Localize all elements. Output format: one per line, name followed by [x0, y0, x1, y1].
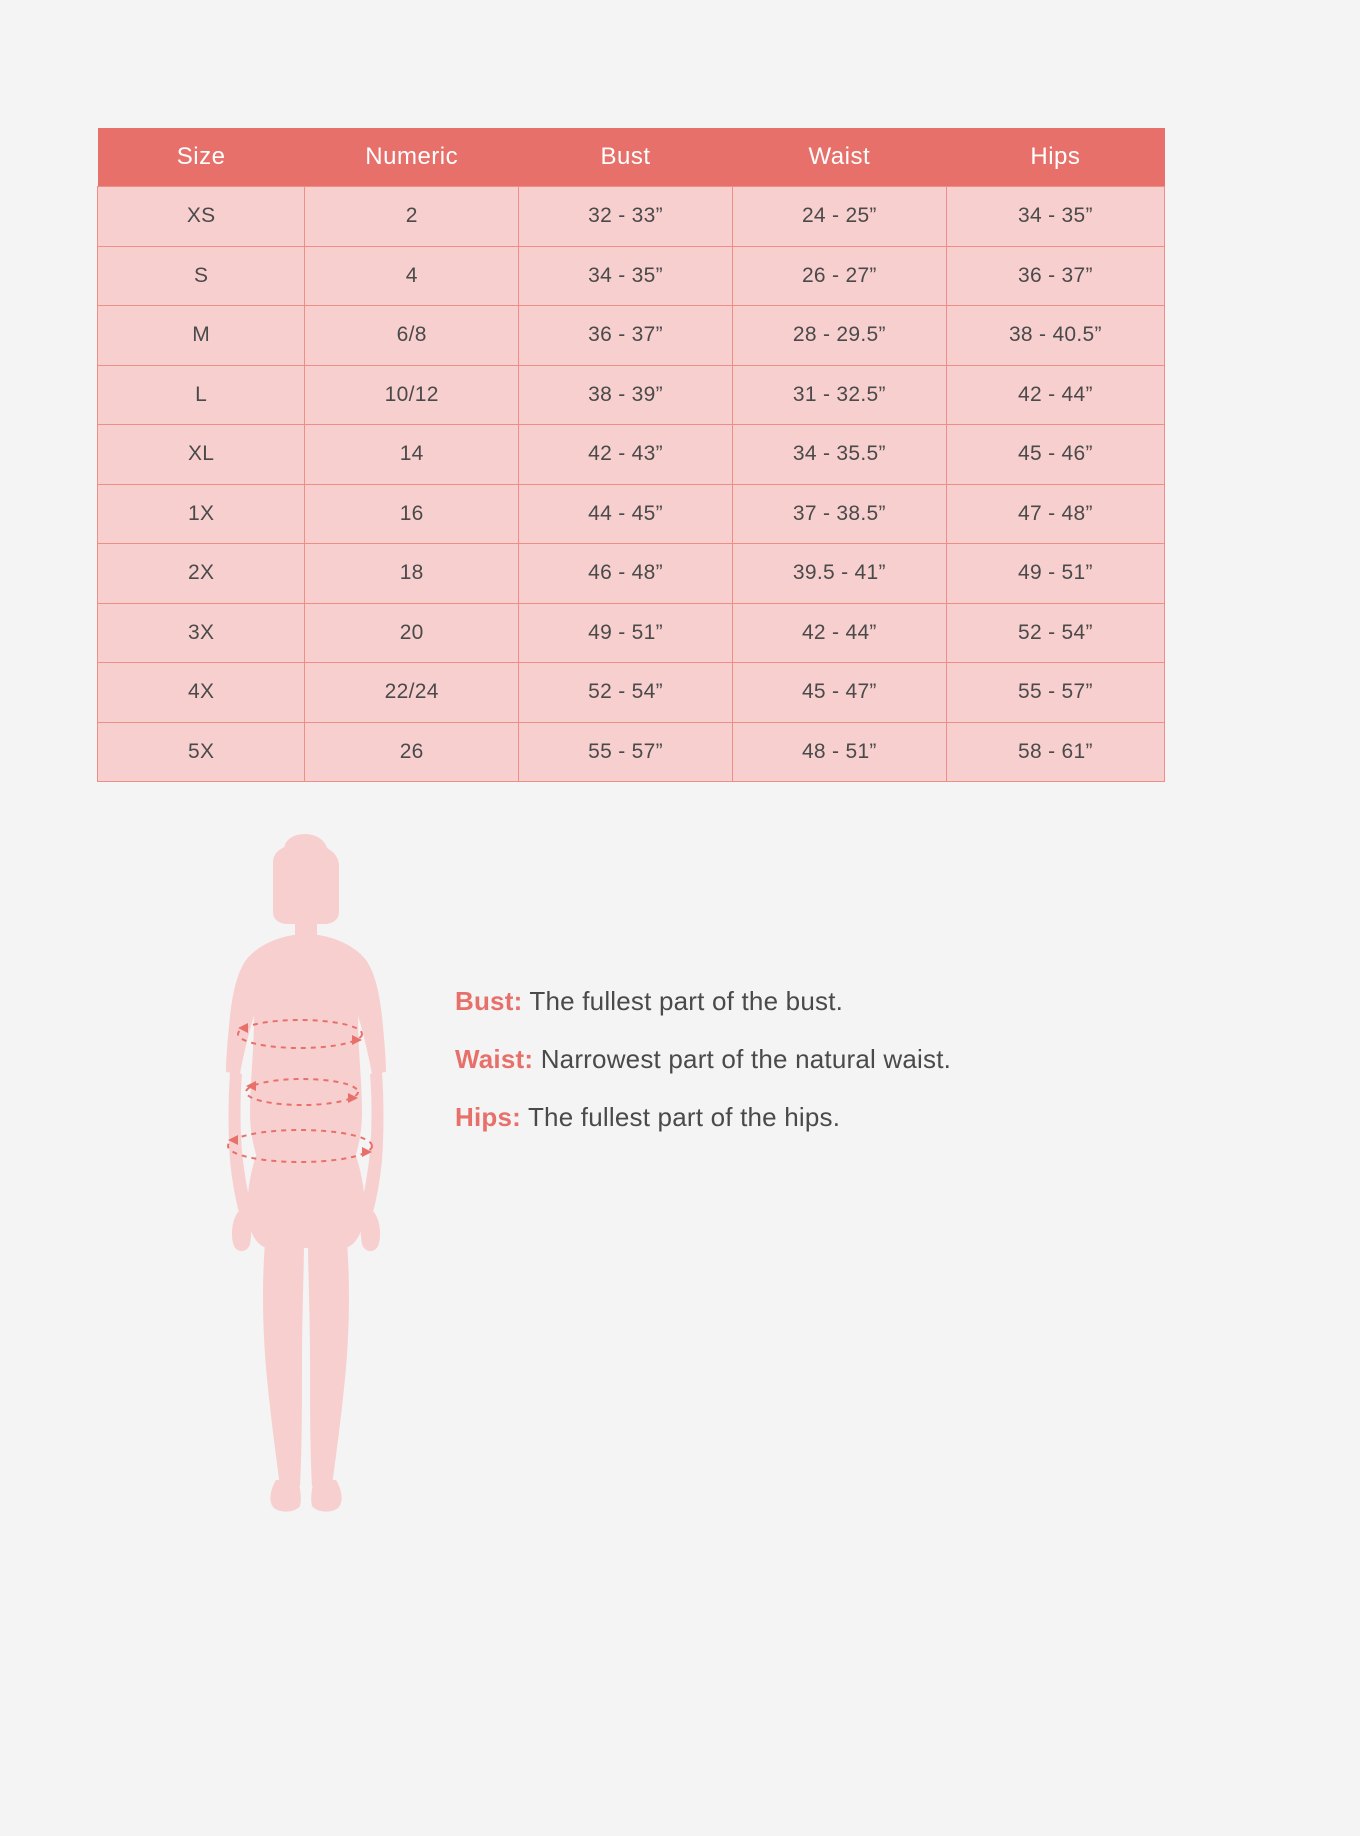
column-header-size: Size — [98, 128, 305, 187]
column-header-waist: Waist — [732, 128, 946, 187]
size-chart-table-container — [97, 128, 1165, 782]
female-body-silhouette-icon — [196, 820, 416, 1540]
legend-description-hips: The fullest part of the hips. — [527, 1102, 841, 1132]
column-header-bust: Bust — [519, 128, 733, 187]
cell-numeric: 18 — [305, 544, 519, 604]
legend-description-bust: The fullest part of the bust. — [529, 986, 844, 1016]
legend-item-hips — [455, 1104, 1155, 1130]
table-row — [98, 425, 1165, 485]
cell-size: 4X — [98, 663, 305, 723]
column-header-hips: Hips — [946, 128, 1164, 187]
cell-hips: 45 - 46” — [946, 425, 1164, 485]
cell-waist: 34 - 35.5” — [732, 425, 946, 485]
cell-hips: 47 - 48” — [946, 484, 1164, 544]
cell-size: L — [98, 365, 305, 425]
cell-size: XL — [98, 425, 305, 485]
table-row — [98, 306, 1165, 366]
cell-hips: 55 - 57” — [946, 663, 1164, 723]
table-row — [98, 544, 1165, 604]
measurement-guide-section — [0, 800, 1360, 1560]
cell-bust: 34 - 35” — [519, 246, 733, 306]
cell-numeric: 16 — [305, 484, 519, 544]
table-row — [98, 603, 1165, 663]
cell-hips: 38 - 40.5” — [946, 306, 1164, 366]
table-header-row — [98, 128, 1165, 187]
cell-size: 2X — [98, 544, 305, 604]
cell-bust: 46 - 48” — [519, 544, 733, 604]
cell-bust: 42 - 43” — [519, 425, 733, 485]
cell-numeric: 10/12 — [305, 365, 519, 425]
cell-waist: 42 - 44” — [732, 603, 946, 663]
cell-size: 1X — [98, 484, 305, 544]
cell-size: S — [98, 246, 305, 306]
measurement-legend — [455, 988, 1155, 1162]
cell-hips: 34 - 35” — [946, 187, 1164, 247]
cell-numeric: 6/8 — [305, 306, 519, 366]
cell-bust: 32 - 33” — [519, 187, 733, 247]
cell-size: M — [98, 306, 305, 366]
cell-size: 5X — [98, 722, 305, 782]
table-row — [98, 365, 1165, 425]
cell-waist: 24 - 25” — [732, 187, 946, 247]
table-row — [98, 246, 1165, 306]
cell-bust: 52 - 54” — [519, 663, 733, 723]
legend-item-waist — [455, 1046, 1155, 1072]
legend-term-bust: Bust: — [455, 986, 523, 1016]
cell-hips: 49 - 51” — [946, 544, 1164, 604]
column-header-numeric: Numeric — [305, 128, 519, 187]
cell-waist: 45 - 47” — [732, 663, 946, 723]
cell-bust: 36 - 37” — [519, 306, 733, 366]
cell-size: 3X — [98, 603, 305, 663]
legend-description-waist: Narrowest part of the natural waist. — [540, 1044, 952, 1074]
cell-bust: 55 - 57” — [519, 722, 733, 782]
cell-hips: 52 - 54” — [946, 603, 1164, 663]
cell-waist: 39.5 - 41” — [732, 544, 946, 604]
cell-hips: 36 - 37” — [946, 246, 1164, 306]
cell-numeric: 14 — [305, 425, 519, 485]
cell-hips: 58 - 61” — [946, 722, 1164, 782]
legend-item-bust — [455, 988, 1155, 1014]
cell-size: XS — [98, 187, 305, 247]
cell-waist: 48 - 51” — [732, 722, 946, 782]
cell-waist: 26 - 27” — [732, 246, 946, 306]
legend-term-waist: Waist: — [455, 1044, 534, 1074]
size-chart-table — [97, 128, 1165, 782]
cell-waist: 37 - 38.5” — [732, 484, 946, 544]
table-row — [98, 663, 1165, 723]
table-row — [98, 722, 1165, 782]
cell-numeric: 22/24 — [305, 663, 519, 723]
cell-bust: 38 - 39” — [519, 365, 733, 425]
cell-bust: 49 - 51” — [519, 603, 733, 663]
cell-numeric: 26 — [305, 722, 519, 782]
cell-waist: 31 - 32.5” — [732, 365, 946, 425]
cell-waist: 28 - 29.5” — [732, 306, 946, 366]
table-row — [98, 187, 1165, 247]
table-row — [98, 484, 1165, 544]
cell-hips: 42 - 44” — [946, 365, 1164, 425]
cell-bust: 44 - 45” — [519, 484, 733, 544]
cell-numeric: 4 — [305, 246, 519, 306]
cell-numeric: 20 — [305, 603, 519, 663]
cell-numeric: 2 — [305, 187, 519, 247]
legend-term-hips: Hips: — [455, 1102, 521, 1132]
